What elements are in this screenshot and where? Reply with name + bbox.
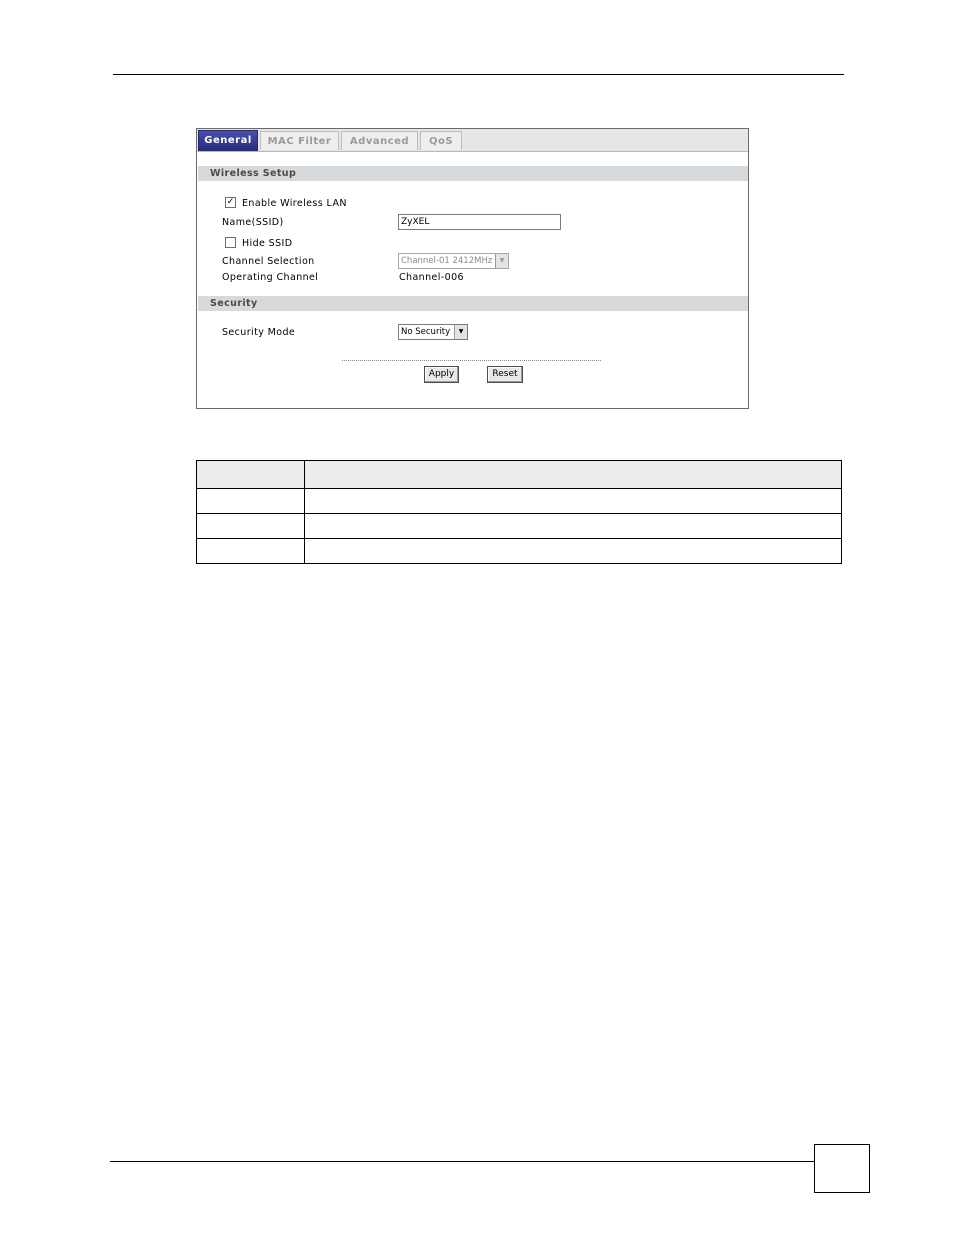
footer-rule (110, 1161, 815, 1162)
hide-ssid-label: Hide SSID (242, 238, 293, 249)
tab-mac-filter[interactable]: MAC Filter (260, 131, 339, 150)
reset-button[interactable]: Reset (487, 366, 523, 383)
description-table (196, 460, 842, 564)
hide-ssid-checkbox[interactable] (225, 237, 236, 248)
apply-button[interactable]: Apply (424, 366, 459, 383)
wireless-general-panel (196, 128, 749, 409)
security-mode-value: No Security (401, 327, 451, 337)
table-column-divider (304, 461, 305, 563)
security-mode-dropdown[interactable] (398, 324, 468, 340)
channel-selection-label: Channel Selection (222, 256, 315, 267)
ssid-input[interactable] (398, 214, 561, 230)
tab-advanced[interactable]: Advanced (341, 131, 418, 150)
enable-wireless-label: Enable Wireless LAN (242, 198, 347, 209)
security-heading: Security (198, 296, 748, 311)
security-mode-label: Security Mode (222, 327, 296, 338)
table-row (197, 539, 841, 563)
page-number-box (814, 1144, 870, 1193)
table-row (197, 489, 841, 514)
check-icon: ✓ (226, 197, 235, 207)
tab-qos[interactable]: QoS (420, 131, 462, 150)
operating-channel-value: Channel-006 (399, 272, 464, 283)
wireless-setup-heading: Wireless Setup (198, 166, 748, 181)
channel-selection-value: Channel-01 2412MHz (401, 256, 493, 266)
channel-selection-dropdown[interactable] (398, 253, 509, 269)
button-separator (342, 360, 601, 361)
operating-channel-label: Operating Channel (222, 272, 319, 283)
tab-bar (197, 129, 748, 152)
enable-wireless-checkbox[interactable] (225, 197, 236, 208)
header-rule (113, 74, 844, 75)
chevron-down-icon: ▼ (495, 254, 508, 268)
tab-general[interactable]: General (198, 130, 258, 151)
chevron-down-icon: ▼ (454, 325, 467, 339)
ssid-label: Name(SSID) (222, 217, 284, 228)
table-header-row (197, 461, 841, 489)
table-row (197, 514, 841, 539)
